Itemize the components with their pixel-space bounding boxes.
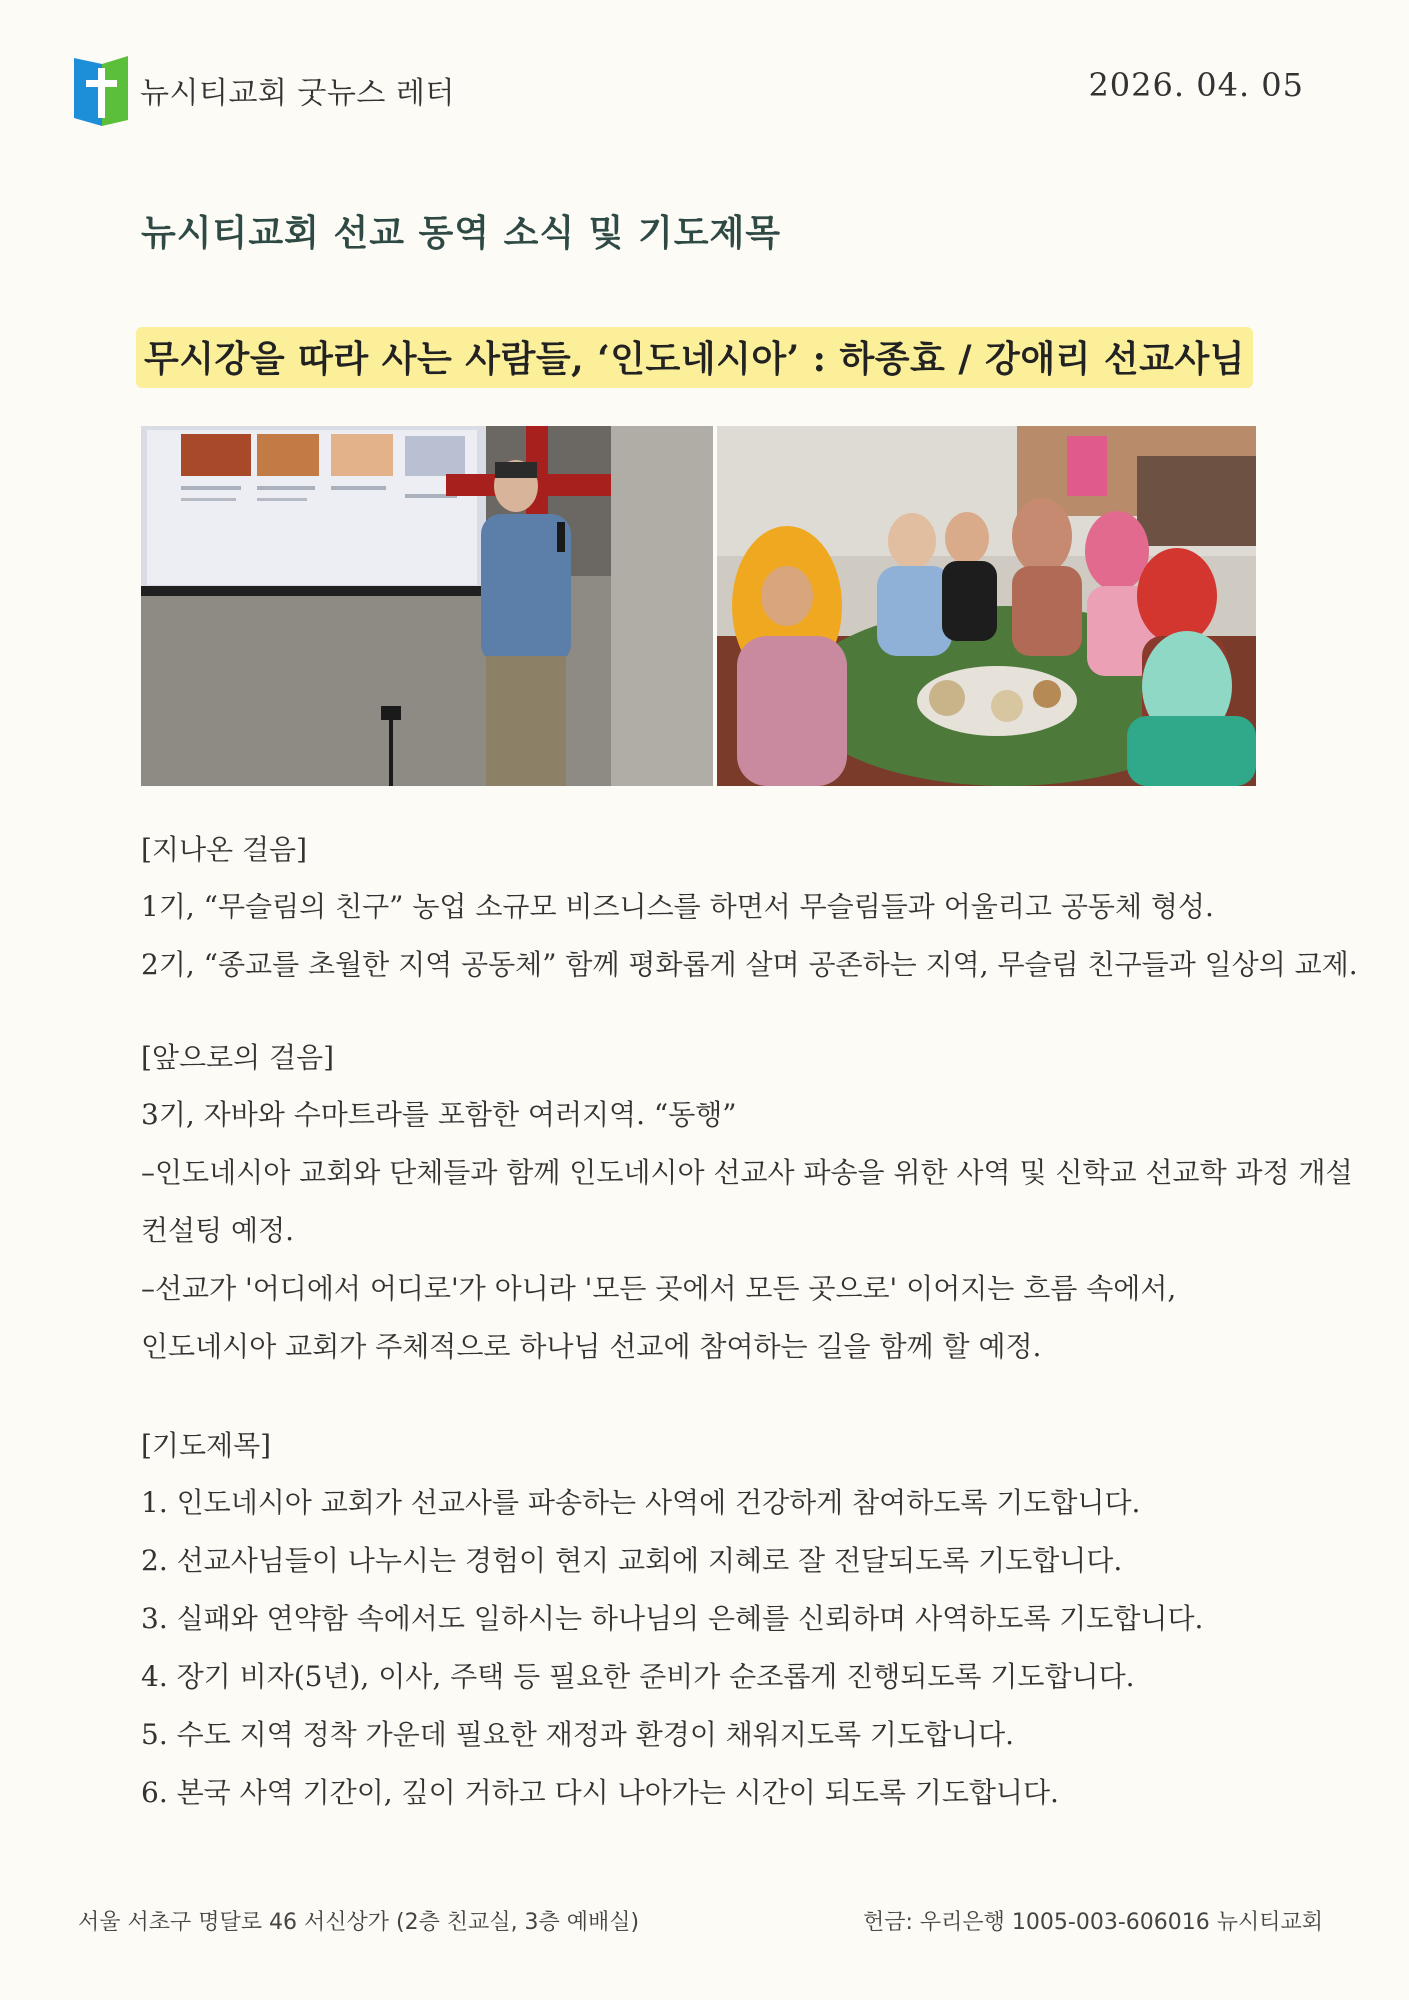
past-line: 1기, “무슬림의 친구” 농업 소규모 비즈니스를 하면서 무슬림들과 어울리고 공동체 형성. bbox=[141, 890, 1214, 923]
future-line: –선교가 '어디에서 어디로'가 아니라 '모든 곳에서 모든 곳으로' 이어지는 흐름 속에서, bbox=[141, 1272, 1177, 1305]
newsletter-brand: 뉴시티교회 굿뉴스 레터 bbox=[140, 76, 455, 111]
prayer-line: 4. 장기 비자(5년), 이사, 주택 등 필요한 준비가 순조롭게 진행되도록 기도합니다. bbox=[141, 1660, 1135, 1693]
future-heading: [앞으로의 걸음] bbox=[141, 1041, 335, 1074]
past-line: 2기, “종교를 초월한 지역 공동체” 함께 평화롭게 살며 공존하는 지역, 무슬림 친구들과 일상의 교제. bbox=[141, 948, 1358, 981]
future-line: 컨설팅 예정. bbox=[141, 1214, 295, 1247]
church-address: 서울 서초구 명달로 46 서신상가 (2층 친교실, 3층 예배실) bbox=[78, 1910, 640, 1935]
issue-date: 2026. 04. 05 bbox=[1088, 66, 1304, 104]
future-line: –인도네시아 교회와 단체들과 함께 인도네시아 선교사 파송을 위한 사역 및 신학교 선교학 과정 개설 bbox=[141, 1156, 1353, 1189]
prayer-line: 2. 선교사님들이 나누시는 경험이 현지 교회에 지혜로 잘 전달되도록 기도합니다. bbox=[141, 1544, 1123, 1577]
future-line: 인도네시아 교회가 주체적으로 하나님 선교에 참여하는 길을 함께 할 예정. bbox=[141, 1330, 1042, 1363]
missionary-headline: 무시강을 따라 사는 사람들, ‘인도네시아’ : 하종효 / 강애리 선교사님 bbox=[136, 327, 1253, 388]
section-title: 뉴시티교회 선교 동역 소식 및 기도제목 bbox=[141, 212, 782, 254]
future-section bbox=[141, 1030, 1353, 1376]
letter-header bbox=[74, 56, 1304, 126]
prayer-line: 5. 수도 지역 정착 가운데 필요한 재정과 환경이 채워지도록 기도합니다. bbox=[141, 1718, 1015, 1751]
church-logo bbox=[74, 56, 128, 128]
prayer-section bbox=[141, 1418, 1271, 1822]
fellowship-photo bbox=[717, 426, 1256, 786]
prayer-line: 1. 인도네시아 교회가 선교사를 파송하는 사역에 건강하게 참여하도록 기도합니다. bbox=[141, 1486, 1141, 1519]
prayer-line: 6. 본국 사역 기간이, 깊이 거하고 다시 나아가는 시간이 되도록 기도합니다. bbox=[141, 1776, 1059, 1809]
prayer-heading: [기도제목] bbox=[141, 1429, 272, 1462]
prayer-line: 3. 실패와 연약함 속에서도 일하시는 하나님의 은혜를 신뢰하며 사역하도록 기도합니다. bbox=[141, 1602, 1204, 1635]
future-line: 3기, 자바와 수마트라를 포함한 여러지역. “동행” bbox=[141, 1098, 737, 1131]
past-heading: [지나온 걸음] bbox=[141, 833, 307, 866]
past-section bbox=[141, 822, 1358, 994]
donation-account: 헌금: 우리은행 1005-003-606016 뉴시티교회 bbox=[862, 1910, 1323, 1935]
preaching-photo bbox=[141, 426, 713, 786]
photo-strip bbox=[141, 426, 1256, 786]
